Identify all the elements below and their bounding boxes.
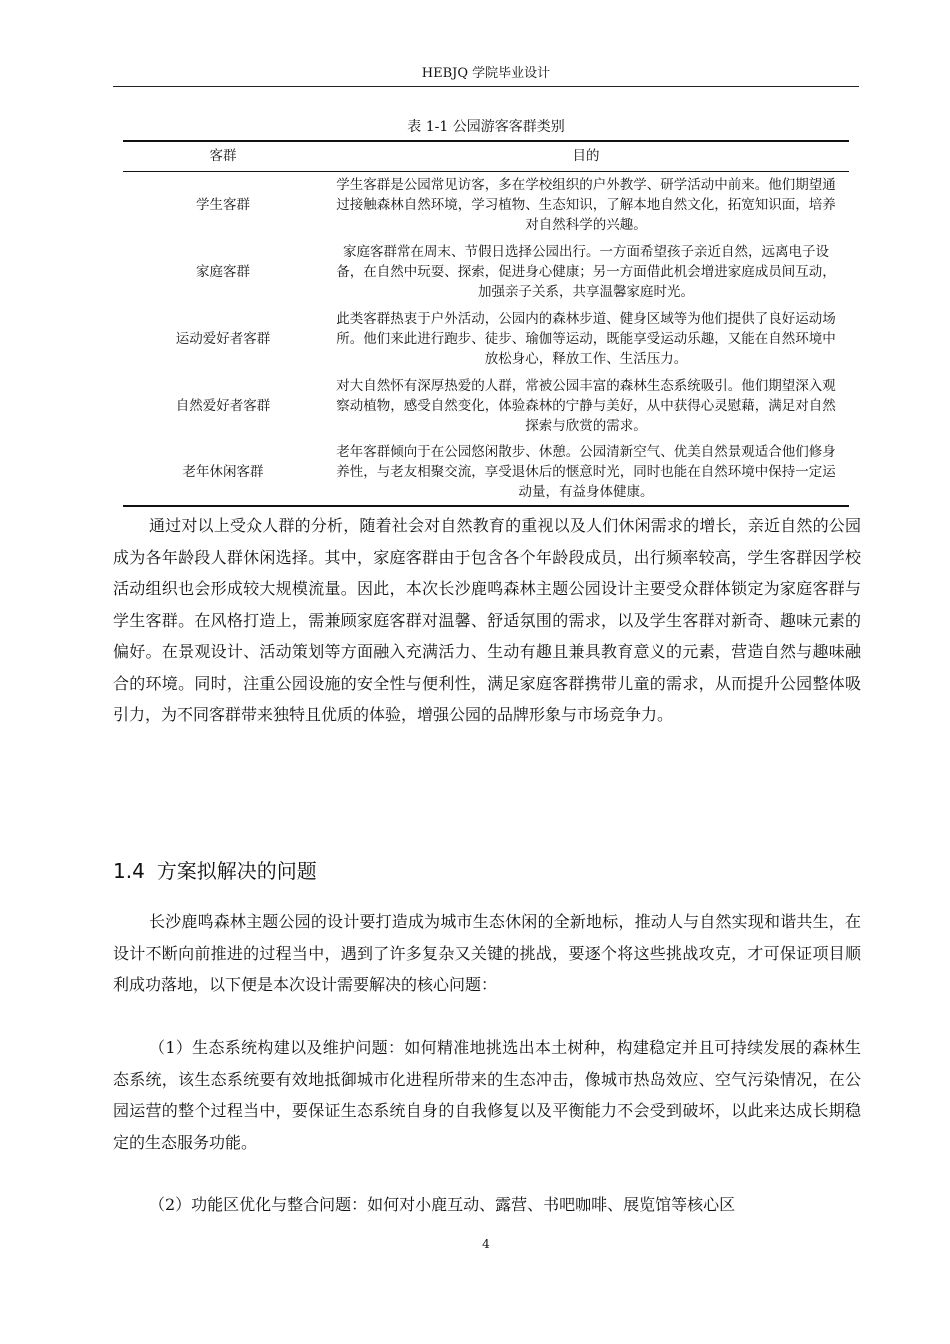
table-row [123,439,849,506]
purpose-text: 老年客群倾向于在公园悠闲散步、休憩。公园清新空气、优美自然景观适合他们修身养性，与老友相聚交流，享受退休后的惬意时光，同时也能在自然环境中保持一定运动量，有益身体健康。 [336,444,836,500]
analysis-paragraph: 通过对以上受众人群的分析，随着社会对自然教育的重视以及人们休闲需求的增长，亲近自然的公园成为各年龄段人群休闲选择。其中，家庭客群由于包含各个年龄段成员，出行频率较高，学生客群因学校活动组织也会形成较大规模流量。因此，本次长沙鹿鸣森林主题公园设计主要受众群体锁定为家庭客群与学生客群。在风格打造上，需兼顾家庭客群对温馨、舒适氛围的需求，以及学生客群对新奇、趣味元素的偏好。在景观设计、活动策划等方面融入充满活力、生动有趣且兼具教育意义的元素，营造自然与趣味融合的环境。同时，注重公园设施的安全性与便利性，满足家庭客群携带儿童的需求，从而提升公园整体吸引力，为不同客群带来独特且优质的体验，增强公园的品牌形象与市场竞争力。 [113,516,861,724]
purpose-cell [323,372,849,439]
table-row [123,305,849,372]
purpose-cell [323,439,849,506]
column-header-purpose: 目的 [323,141,849,171]
purpose-text: 家庭客群常在周末、节假日选择公园出行。一方面希望孩子亲近自然，远离电子设备，在自然中玩耍、探索，促进身心健康；另一方面借此机会增进家庭成员间互动，加强亲子关系，共享温馨家庭时光。 [336,243,836,300]
header-divider [113,86,859,87]
purpose-cell [323,171,849,238]
page-header: HEBJQ 学院毕业设计 [421,66,551,81]
table-row [123,372,849,439]
group-cell: 学生客群 [196,196,250,213]
purpose-cell [323,238,849,305]
section-number: 1.4 [113,859,145,883]
group-cell: 运动爱好者客群 [175,330,271,347]
purpose-text: 对大自然怀有深厚热爱的人群，常被公园丰富的森林生态系统吸引。他们期望深入观察动植物，感受自然变化，体验森林的宁静与美好，从中获得心灵慰藉，满足对自然探索与欣赏的需求。 [336,377,836,434]
group-cell: 自然爱好者客群 [175,397,271,414]
purpose-cell [323,305,849,372]
intro-paragraph: 长沙鹿鸣森林主题公园的设计要打造成为城市生态休闲的全新地标，推动人与自然实现和谐共生，在设计不断向前推进的过程当中，遇到了许多复杂又关键的挑战，要逐个将这些挑战攻克，才可保证项目顺利成功落地，以下便是本次设计需要解决的核心问题： [113,912,861,994]
group-cell: 家庭客群 [196,263,250,280]
table-row [123,238,849,305]
page-number: 4 [482,1237,490,1251]
table-header-row [123,141,849,171]
column-header-group: 客群 [123,141,323,171]
visitor-groups-table [123,140,849,507]
problem-item-1: （1）生态系统构建以及维护问题：如何精准地挑选出本土树种，构建稳定并且可持续发展的森林生态系统，该生态系统要有效地抵御城市化进程所带来的生态冲击，像城市热岛效应、空气污染情况，在公园运营的整个过程当中，要保证生态系统自身的自我修复以及平衡能力不会受到破坏，以此来达成长期稳定的生态服务功能。 [113,1038,861,1152]
problem-item-2: （2）功能区优化与整合问题：如何对小鹿互动、露营、书吧咖啡、展览馆等核心区 [149,1195,736,1214]
purpose-text: 此类客群热衷于户外活动，公园内的森林步道、健身区域等为他们提供了良好运动场所。他们来此进行跑步、徒步、瑜伽等运动，既能享受运动乐趣，又能在自然环境中放松身心，释放工作、生活压力。 [336,310,836,367]
table-row [123,171,849,238]
group-cell: 老年休闲客群 [123,439,323,506]
table-caption: 表 1-1 公园游客客群类别 [407,119,565,135]
section-title: 方案拟解决的问题 [156,859,317,883]
purpose-text: 学生客群是公园常见访客，多在学校组织的户外教学、研学活动中前来。他们期望通过接触森林自然环境，学习植物、生态知识，了解本地自然文化，拓宽知识面，培养对自然科学的兴趣。 [336,176,836,233]
section-heading [113,856,317,886]
